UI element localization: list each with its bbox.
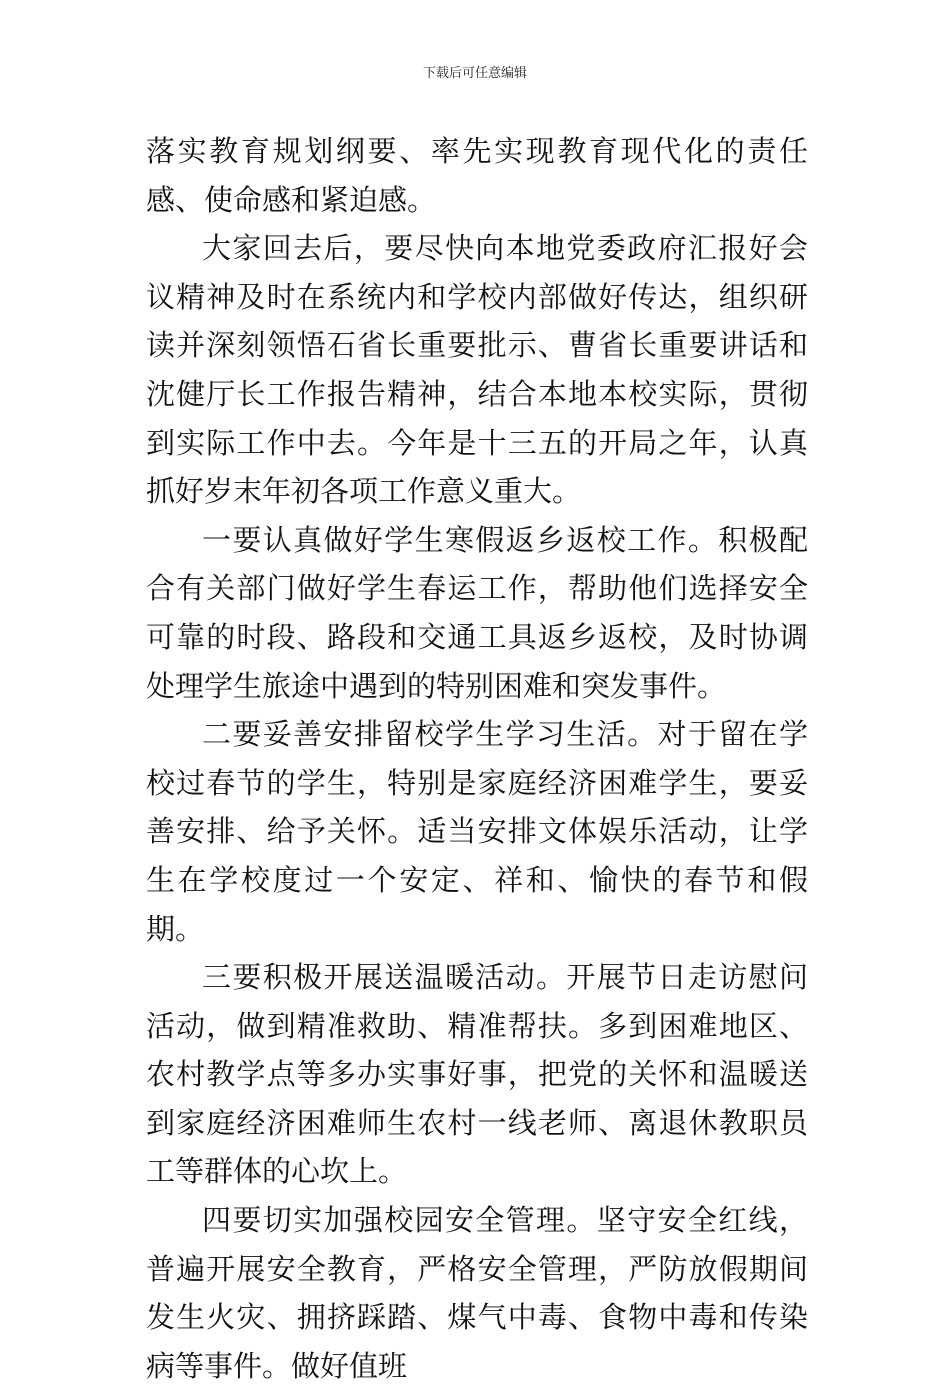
paragraph-continuation: 落实教育规划纲要、率先实现教育现代化的责任感、使命感和紧迫感。 bbox=[146, 134, 808, 217]
paragraph-item-one: 一要认真做好学生寒假返乡返校工作。积极配合有关部门做好学生春运工作，帮助他们选择安全可靠的时段、路段和交通工具返乡返校，及时协调处理学生旅途中遇到的特别困难和突发事件。 bbox=[146, 522, 808, 703]
page-header: 下载后可任意编辑 bbox=[422, 66, 527, 81]
document-body bbox=[146, 127, 808, 1390]
paragraph-item-four: 四要切实加强校园安全管理。坚守安全红线，普遍开展安全教育，严格安全管理，严防放假期间发生火灾、拥挤踩踏、煤气中毒、食物中毒和传染病等事件。做好值班 bbox=[146, 1203, 808, 1383]
paragraph-meeting-spirit: 大家回去后，要尽快向本地党委政府汇报好会议精神及时在系统内和学校内部做好传达，组织研读并深刻领悟石省长重要批示、曹省长重要讲话和沈健厅长工作报告精神，结合本地本校实际，贯彻到实际工作中去。今年是十三五的开局之年，认真抓好岁末年初各项工作意义重大。 bbox=[146, 231, 808, 509]
paragraph-item-two: 二要妥善安排留校学生学习生活。对于留在学校过春节的学生，特别是家庭经济困难学生，要妥善安排、给予关怀。适当安排文体娱乐活动，让学生在学校度过一个安定、祥和、愉快的春节和假期。 bbox=[146, 717, 808, 946]
paragraph-item-three: 三要积极开展送温暖活动。开展节日走访慰问活动，做到精准救助、精准帮扶。多到困难地区、农村教学点等多办实事好事，把党的关怀和温暖送到家庭经济困难师生农村一线老师、离退休教职员工等群体的心坎上。 bbox=[146, 960, 808, 1189]
